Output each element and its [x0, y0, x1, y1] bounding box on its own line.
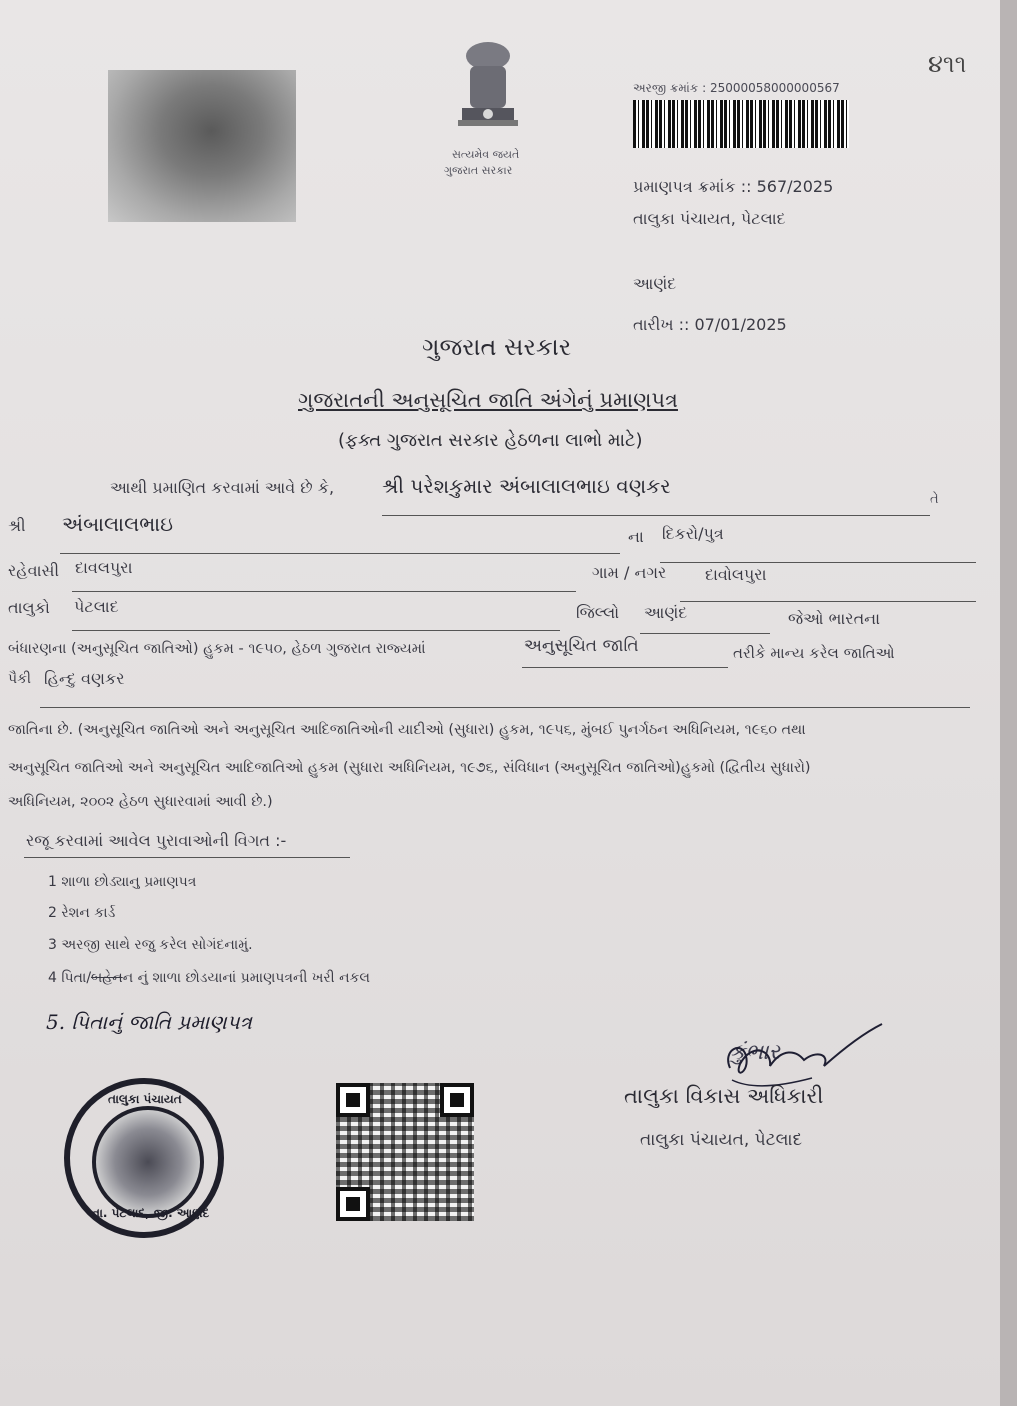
india-text: જેઓ ભારતના [788, 609, 881, 628]
applicant-photo [108, 70, 296, 222]
district-header: આણંદ [633, 274, 677, 293]
category-underline [522, 667, 728, 668]
evidence-heading-underline [24, 857, 350, 858]
village-value: દાવોલપુરા [705, 565, 767, 584]
evidence-item-4 [48, 970, 370, 986]
state-emblem-icon [440, 38, 536, 148]
recognized-text: તરીકે માન્ય કરેલ જાતિઓ [733, 644, 895, 662]
barcode [633, 100, 849, 148]
certificate-note: (ફક્ત ગુજરાત સરકાર હેઠળના લાભો માટે) [338, 430, 643, 451]
na-text: ના [628, 527, 644, 546]
evidence-item-4-rest: ન નું શાળા છોડયાનાં પ્રમાણપત્રની ખરી નકલ [122, 970, 370, 986]
applicant-name: શ્રી પરેશકુમાર અંબાલાલભાઇ વણકર [382, 474, 671, 498]
category-value: અનુસૂચિત જાતિ [524, 636, 639, 656]
seal-top-text: તાલુકા પંચાયત [108, 1092, 182, 1106]
father-underline [60, 553, 620, 554]
evidence-item-2: 2 રેશન કાર્ડ [48, 905, 116, 921]
father-name: અંબાલાલભાઇ [62, 512, 173, 536]
page-number: ૪૧૧ [928, 50, 967, 78]
seal-center [92, 1106, 204, 1218]
order-text: બંધારણના (અનુસૂચિત જાતિઓ) હુકમ - ૧૯૫૦, હેઠળ ગુજરાત રાજ્યમાં [8, 641, 426, 657]
para-line-2: અનુસૂચિત જાતિઓ અને અનુસૂચિત આદિજાતિઓ હુકમ (સુધારા અધિનિયમ, ૧૯૭૬, સંવિધાન (અનુસૂચિત જાતિઓ)હુકમો (દ્વિતીય સુધારો) [8, 760, 811, 776]
issuing-office: તાલુકા પંચાયત, પેટલાદ [633, 209, 786, 228]
district-label: જિલ્લો [576, 603, 620, 622]
application-number: અરજી ક્રમાંક : 25000058000000567 [633, 81, 840, 95]
resident-underline [72, 591, 576, 592]
evidence-item-1: 1 શાળા છોડ્યાનુ પ્રમાણપત્ર [48, 874, 197, 890]
officer-title: તાલુકા વિકાસ અધિકારી [624, 1084, 824, 1108]
evidence-item-5-handwritten: 5. પિતાનું જાતિ પ્રમાણપત્ર [46, 1010, 252, 1034]
evidence-heading: રજૂ કરવામાં આવેલ પુરાવાઓની વિગત :- [26, 831, 287, 850]
relation: દિકરો/પુત્ર [662, 524, 724, 543]
qr-finder-top-right [440, 1083, 474, 1117]
shri-label: શ્રી [8, 516, 26, 535]
para-line-3: અધિનિયમ, ૨૦૦૨ હેઠળ સુધારવામાં આવી છે.) [8, 794, 273, 810]
intro-text: આથી પ્રમાણિત કરવામાં આવે છે કે, [110, 478, 335, 497]
taluka-value: પેટલાદ [74, 597, 119, 616]
qr-finder-bottom-left [336, 1187, 370, 1221]
taluka-label: તાલુકો [8, 598, 50, 617]
district-underline [640, 633, 770, 634]
caste-value: હિન્દુ વણકર [44, 669, 125, 688]
relation-underline [660, 562, 976, 563]
evidence-item-4-struck: બહેન [91, 970, 123, 986]
among-label: પૈકી [8, 671, 31, 687]
qr-finder-top-left [336, 1083, 370, 1117]
qr-code [336, 1083, 474, 1221]
government-title: ગુજરાત સરકાર [422, 333, 572, 361]
emblem-motto: સત્યમેવ જયતે [452, 148, 520, 161]
signature-text: કુંભાર [730, 1040, 780, 1065]
certificate-number: પ્રમાણપત્ર ક્રમાંક :: 567/2025 [633, 177, 834, 196]
taluka-underline [72, 630, 560, 631]
certificate-title: ગુજરાતની અનુસૂચિત જાતિ અંગેનું પ્રમાણપત્ર [298, 388, 678, 412]
resident-label: રહેવાસી [8, 561, 60, 580]
issue-date: તારીખ :: 07/01/2025 [633, 315, 787, 334]
name-underline [382, 515, 930, 516]
resident-value: દાવલપુરા [75, 558, 133, 577]
caste-underline [40, 707, 970, 708]
village-underline [680, 601, 976, 602]
office-seal [64, 1078, 224, 1238]
para-line-1: જાતિના છે. (અનુસૂચિત જાતિઓ અને અનુસૂચિત આદિજાતિઓની યાદીઓ (સુધારા) હુકમ, ૧૯૫૬, મુંબઈ પુનર્ગઠન અધિનિયમ, ૧૯૬૦ તથા [8, 722, 806, 738]
village-label: ગામ / નગર [592, 563, 667, 582]
evidence-item-3: 3 અરજી સાથે રજુ કરેલ સોગંદનામું. [48, 937, 253, 953]
te-text: તે [930, 492, 939, 507]
officer-office: તાલુકા પંચાયત, પેટલાદ [640, 1130, 803, 1150]
emblem-label: ગુજરાત સરકાર [444, 164, 513, 177]
seal-bottom-text: તા. પેટલાદ, જી. આણંદ [92, 1206, 210, 1220]
evidence-item-4-start: 4 પિતા/ [48, 970, 92, 986]
page-edge [1000, 0, 1017, 1406]
district-value: આણંદ [644, 603, 688, 622]
